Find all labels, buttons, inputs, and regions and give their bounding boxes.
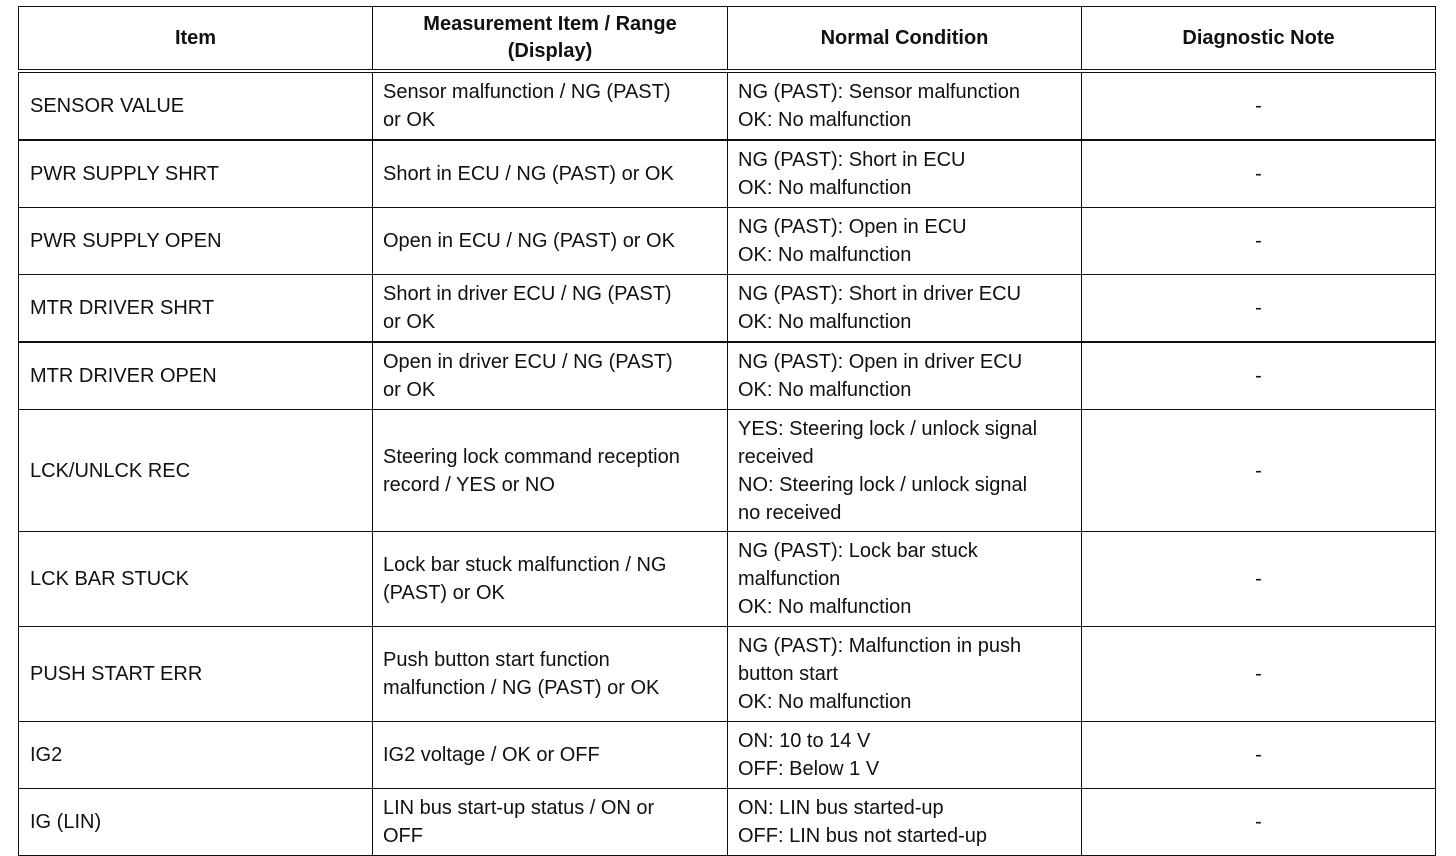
measurement-cell: Lock bar stuck malfunction / NG (PAST) or OK (373, 532, 728, 627)
measurement-cell: Sensor malfunction / NG (PAST) or OK (373, 71, 728, 140)
diagnostic-data-table-container (18, 6, 1435, 856)
item-cell: MTR DRIVER OPEN (19, 342, 373, 410)
header-item: Item (19, 7, 373, 72)
measurement-cell: Push button start function malfunction / NG (PAST) or OK (373, 627, 728, 722)
diagnostic-note-cell: - (1082, 410, 1436, 532)
normal-condition-cell: NG (PAST): Lock bar stuck malfunction OK: No malfunction (728, 532, 1082, 627)
item-cell: SENSOR VALUE (19, 71, 373, 140)
normal-condition-cell: NG (PAST): Sensor malfunction OK: No malfunction (728, 71, 1082, 140)
normal-condition-cell: YES: Steering lock / unlock signal received NO: Steering lock / unlock signal no received (728, 410, 1082, 532)
table-row (19, 410, 1436, 532)
item-cell: LCK/UNLCK REC (19, 410, 373, 532)
item-cell: IG (LIN) (19, 789, 373, 856)
diagnostic-note-cell: - (1082, 722, 1436, 789)
normal-condition-cell: NG (PAST): Malfunction in push button start OK: No malfunction (728, 627, 1082, 722)
normal-condition-cell: NG (PAST): Short in ECU OK: No malfunction (728, 140, 1082, 208)
table-row (19, 627, 1436, 722)
table-row (19, 722, 1436, 789)
diagnostic-note-cell: - (1082, 627, 1436, 722)
item-cell: IG2 (19, 722, 373, 789)
normal-condition-cell: ON: LIN bus started-up OFF: LIN bus not started-up (728, 789, 1082, 856)
table-header-row (19, 7, 1436, 72)
diagnostic-note-cell: - (1082, 71, 1436, 140)
item-cell: PUSH START ERR (19, 627, 373, 722)
table-row (19, 342, 1436, 410)
table-row (19, 532, 1436, 627)
normal-condition-cell: NG (PAST): Open in ECU OK: No malfunction (728, 208, 1082, 275)
item-cell: PWR SUPPLY SHRT (19, 140, 373, 208)
diagnostic-data-table (18, 6, 1436, 856)
header-diagnostic-note: Diagnostic Note (1082, 7, 1436, 72)
measurement-cell: Steering lock command reception record / YES or NO (373, 410, 728, 532)
measurement-cell: Short in driver ECU / NG (PAST) or OK (373, 275, 728, 343)
item-cell: LCK BAR STUCK (19, 532, 373, 627)
table-row (19, 140, 1436, 208)
item-cell: PWR SUPPLY OPEN (19, 208, 373, 275)
diagnostic-note-cell: - (1082, 532, 1436, 627)
diagnostic-note-cell: - (1082, 140, 1436, 208)
measurement-cell: Open in driver ECU / NG (PAST) or OK (373, 342, 728, 410)
diagnostic-note-cell: - (1082, 342, 1436, 410)
diagnostic-note-cell: - (1082, 275, 1436, 343)
header-measurement: Measurement Item / Range (Display) (373, 7, 728, 72)
table-row (19, 71, 1436, 140)
normal-condition-cell: ON: 10 to 14 V OFF: Below 1 V (728, 722, 1082, 789)
diagnostic-note-cell: - (1082, 208, 1436, 275)
measurement-cell: Open in ECU / NG (PAST) or OK (373, 208, 728, 275)
header-normal-condition: Normal Condition (728, 7, 1082, 72)
measurement-cell: LIN bus start-up status / ON or OFF (373, 789, 728, 856)
measurement-cell: Short in ECU / NG (PAST) or OK (373, 140, 728, 208)
table-row (19, 208, 1436, 275)
diagnostic-note-cell: - (1082, 789, 1436, 856)
normal-condition-cell: NG (PAST): Short in driver ECU OK: No malfunction (728, 275, 1082, 343)
item-cell: MTR DRIVER SHRT (19, 275, 373, 343)
table-row (19, 275, 1436, 343)
measurement-cell: IG2 voltage / OK or OFF (373, 722, 728, 789)
table-row (19, 789, 1436, 856)
normal-condition-cell: NG (PAST): Open in driver ECU OK: No malfunction (728, 342, 1082, 410)
